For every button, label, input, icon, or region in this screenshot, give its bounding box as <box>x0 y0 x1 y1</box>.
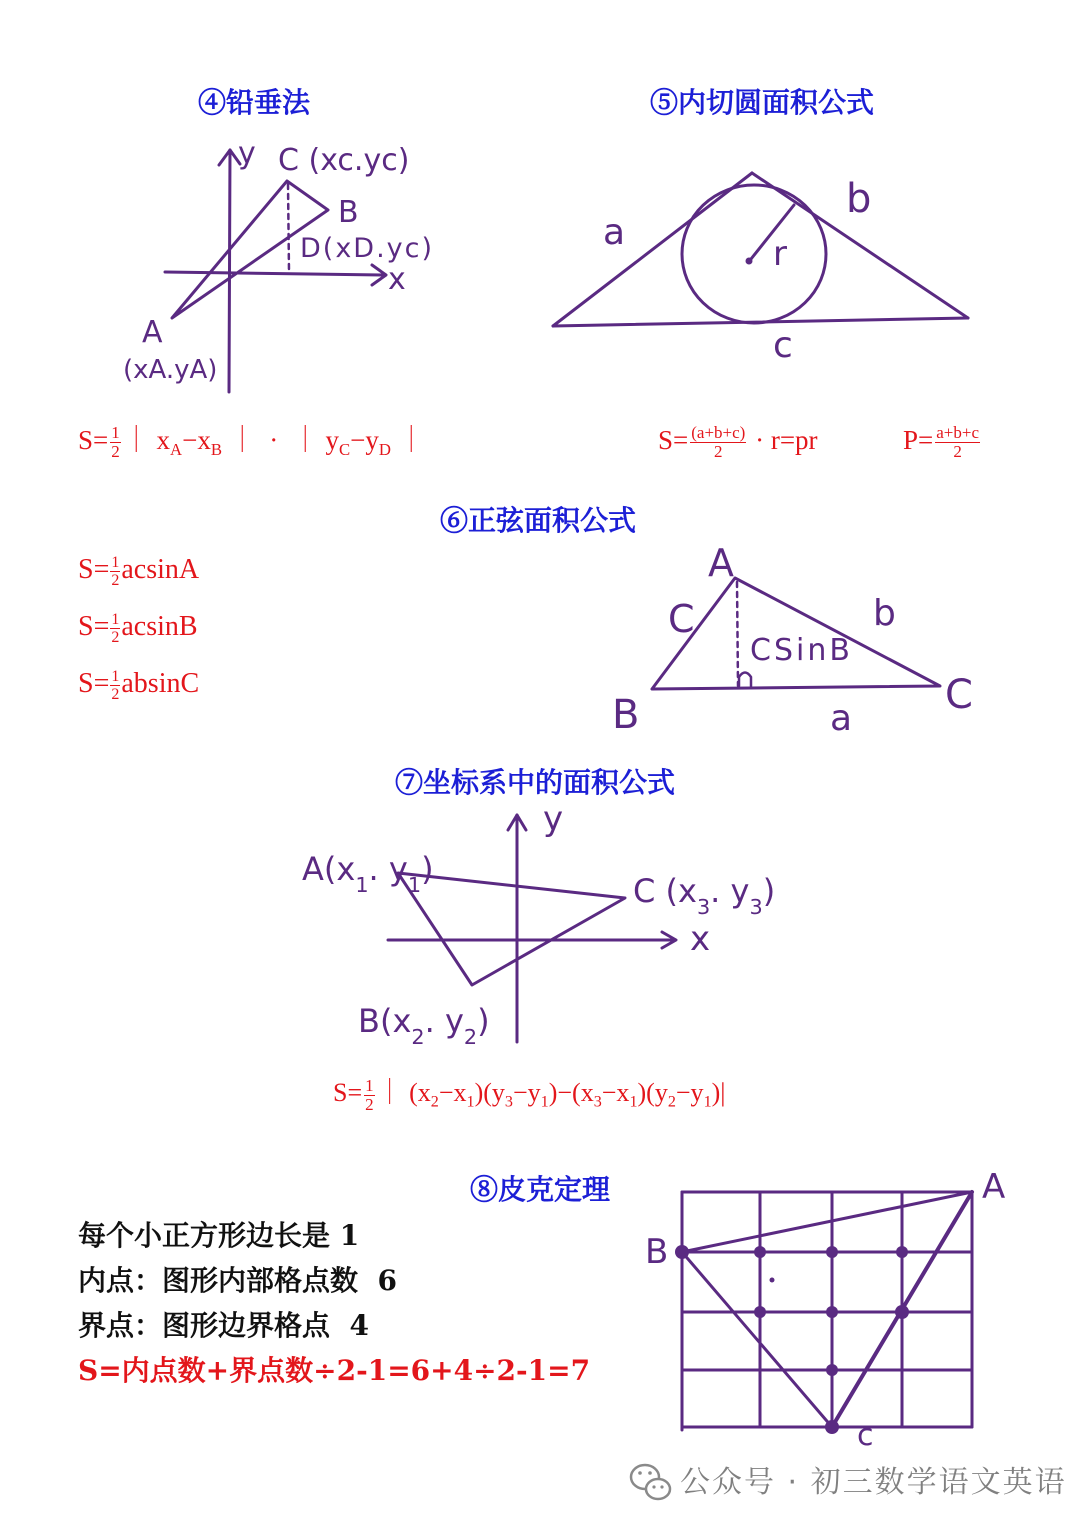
text-run: −x <box>438 1078 467 1107</box>
side-a <box>553 173 752 326</box>
section-8-title: ⑧皮克定理 <box>470 1173 611 1206</box>
text-run: )| <box>711 1078 726 1107</box>
fraction-denominator: 2 <box>111 572 120 590</box>
vertex-c-label: C <box>945 672 973 718</box>
text-run: ) <box>421 850 434 888</box>
section-5-title: ⑤内切圆面积公式 <box>650 86 875 119</box>
side-bc <box>682 1252 832 1427</box>
sine-formula-b <box>78 602 198 652</box>
text-run: C (x <box>633 872 697 910</box>
side-c-label: c <box>773 325 793 366</box>
triangle-abc <box>398 873 625 985</box>
fraction-numerator: a+b+c <box>936 423 980 443</box>
segment-cd <box>288 184 289 272</box>
semi-perimeter-formula <box>903 415 982 465</box>
fraction-denominator: 2 <box>953 442 962 462</box>
text-run: )(y <box>474 1078 505 1107</box>
height-line <box>737 582 738 686</box>
side-ba <box>682 1192 972 1252</box>
text-run: S= <box>78 554 110 585</box>
subscript: 3 <box>696 895 711 919</box>
text-run: S= <box>333 1078 363 1107</box>
point-a-label <box>302 850 434 897</box>
x-axis <box>165 272 385 275</box>
text-run: A(x <box>302 850 356 888</box>
text-run: B(x <box>358 1002 412 1040</box>
subscript: 2 <box>430 1093 439 1111</box>
coordinate-area-diagram <box>302 799 775 1049</box>
fraction <box>110 554 120 589</box>
text-run: −x <box>601 1078 630 1107</box>
subscript: 2 <box>463 1025 478 1049</box>
subscript: 3 <box>593 1093 602 1111</box>
text-run: absinC <box>121 668 200 699</box>
radius-label: r <box>773 234 787 274</box>
pick-result-formula: S=内点数+界点数÷2-1=6+4÷2-1=7 <box>78 1354 591 1387</box>
height-label: CSinB <box>750 633 853 668</box>
fraction-numerator: 1 <box>111 611 120 629</box>
pick-line-interior: 内点：图形内部格点数 6 <box>78 1264 397 1297</box>
fraction-numerator: 1 <box>111 668 120 686</box>
fraction-numerator: 1 <box>111 554 120 572</box>
text-run: −y <box>675 1078 704 1107</box>
subscript: C <box>339 439 351 459</box>
fraction-numerator: 1 <box>365 1075 374 1095</box>
side-c-label: C <box>668 597 695 641</box>
wechat-bubble-small <box>646 1479 670 1499</box>
pick-grid-diagram <box>645 1167 1005 1453</box>
boundary-point <box>895 1305 909 1319</box>
point-b-label: B <box>338 195 359 230</box>
interior-point <box>754 1246 766 1258</box>
text-run: −x <box>182 425 211 455</box>
fraction <box>110 424 121 461</box>
text-run: ｜ x <box>122 425 170 455</box>
fraction-denominator: 2 <box>111 629 120 647</box>
x-axis-label: x <box>388 262 406 297</box>
text-run: ｜ · ｜ y <box>222 425 339 455</box>
text-run: . y <box>424 1002 464 1040</box>
vertical-method-diagram <box>123 136 434 392</box>
point-d-label: D(xD.yc) <box>300 233 435 264</box>
subscript: 2 <box>667 1093 676 1111</box>
y-axis-label: y <box>543 799 564 839</box>
wechat-eye <box>648 1471 652 1475</box>
text-run: )−(x <box>548 1078 594 1107</box>
fraction <box>690 424 746 461</box>
section-6-title: ⑥正弦面积公式 <box>440 504 637 537</box>
fraction <box>110 611 120 646</box>
fraction-numerator: 1 <box>111 423 120 443</box>
pick-line-side-length: 每个小正方形边长是 1 <box>78 1219 360 1252</box>
text-run: acsinA <box>121 554 200 585</box>
section-4-title: ④铅垂法 <box>198 86 311 119</box>
subscript: 1 <box>407 873 422 897</box>
text-run: −y <box>512 1078 541 1107</box>
vertical-method-formula <box>78 415 425 465</box>
fraction-denominator: 2 <box>714 442 723 462</box>
side-b-label: b <box>846 176 872 222</box>
interior-point <box>826 1246 838 1258</box>
interior-point <box>896 1246 908 1258</box>
vertex-a-label: A <box>982 1167 1006 1207</box>
pick-line-boundary: 界点：图形边界格点 4 <box>78 1309 369 1342</box>
vertex-a-label: A <box>708 541 734 585</box>
wechat-icon <box>631 1465 670 1499</box>
right-angle-mark <box>739 673 751 687</box>
subscript: 1 <box>355 873 369 897</box>
wechat-eye <box>638 1471 642 1475</box>
subscript: 2 <box>411 1025 425 1049</box>
text-run: . y <box>710 872 750 910</box>
watermark-text: 公众号 · 初三数学语文英语 <box>680 1465 1067 1500</box>
text-run: · r=pr <box>748 425 818 455</box>
subscript: 1 <box>540 1093 549 1111</box>
subscript: 3 <box>504 1093 513 1111</box>
sine-area-diagram <box>612 541 973 739</box>
point-a-coords: (xA.yA) <box>123 355 218 385</box>
subscript: 1 <box>466 1093 475 1111</box>
subscript: B <box>210 439 222 459</box>
fraction <box>935 424 980 461</box>
wechat-eye <box>660 1485 663 1488</box>
text-run: acsinB <box>121 611 198 642</box>
section-7-title: ⑦坐标系中的面积公式 <box>395 766 676 799</box>
incircle-area-formula <box>658 415 818 465</box>
y-axis-label: y <box>238 136 256 171</box>
text-run: ) <box>477 1002 490 1040</box>
subscript: D <box>378 439 391 459</box>
text-run: S= <box>658 425 689 455</box>
text-run: −y <box>350 425 379 455</box>
point-c-label <box>633 872 775 919</box>
text-run: P= <box>903 425 934 455</box>
x-axis-label: x <box>690 919 711 959</box>
fraction-denominator: 2 <box>111 686 120 704</box>
fraction-denominator: 2 <box>365 1094 374 1114</box>
interior-point <box>826 1306 838 1318</box>
text-run: )(y <box>637 1078 668 1107</box>
fraction-denominator: 2 <box>111 442 120 462</box>
point-c-label: C (xc.yc) <box>278 143 410 178</box>
sine-formula-a <box>78 545 199 595</box>
text-run: S= <box>78 611 110 642</box>
side-a-label: a <box>830 698 853 739</box>
text-run: ｜ (x <box>376 1078 431 1107</box>
side-b-label: b <box>873 593 896 634</box>
fraction <box>364 1077 375 1114</box>
subscript: 3 <box>749 895 763 919</box>
boundary-point-c <box>825 1420 839 1434</box>
subscript: A <box>170 439 183 459</box>
text-run: . y <box>368 850 408 888</box>
point-b-label <box>358 1002 490 1049</box>
vertex-b-label: B <box>612 692 640 738</box>
stray-dot <box>770 1278 775 1283</box>
fraction-numerator: (a+b+c) <box>691 423 746 443</box>
fraction <box>110 668 120 703</box>
boundary-point-b <box>675 1245 689 1259</box>
point-a-label: A <box>142 315 163 350</box>
text-run: ｜ <box>391 425 425 455</box>
interior-point <box>754 1306 766 1318</box>
text-run: ) <box>762 872 776 910</box>
vertex-b-label: B <box>645 1232 669 1272</box>
text-run: S= <box>78 668 110 699</box>
subscript: 1 <box>703 1093 712 1111</box>
coordinate-area-formula <box>333 1068 726 1118</box>
incircle-diagram <box>553 173 968 366</box>
interior-point <box>826 1364 838 1376</box>
vertex-c-label: c <box>857 1418 874 1453</box>
sine-formula-c <box>78 659 199 709</box>
subscript: 1 <box>629 1093 638 1111</box>
wechat-eye <box>652 1485 655 1488</box>
side-a-label: a <box>603 212 626 253</box>
y-axis <box>229 150 230 392</box>
text-run: S= <box>78 425 109 455</box>
